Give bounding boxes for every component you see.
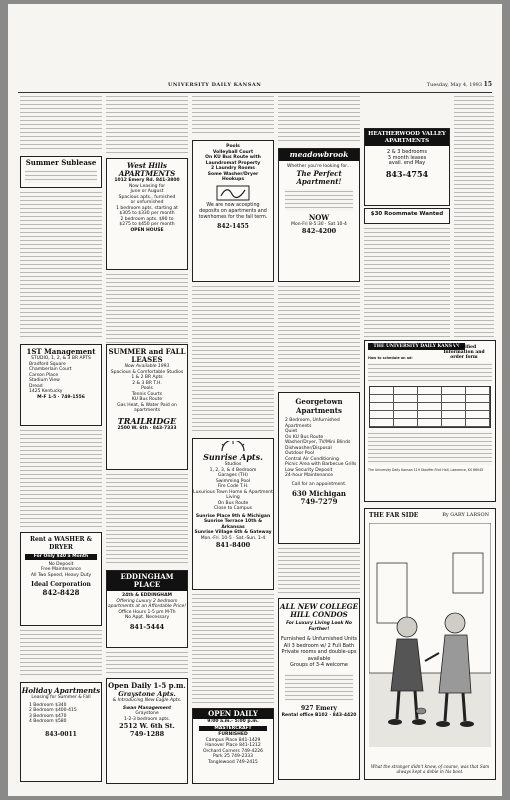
washer-dryer-ad bbox=[20, 532, 102, 626]
list-item: Stadium View bbox=[29, 378, 60, 383]
meadowbrook-now: NOW bbox=[308, 212, 330, 222]
meadowbrook-headline: Whether you're looking for... bbox=[286, 164, 351, 169]
list-item: Outdoor Pool bbox=[285, 451, 315, 456]
column-2 bbox=[106, 94, 188, 782]
sunrise-line: Close to Campus bbox=[214, 506, 252, 511]
list-item: Low Security Deposit bbox=[285, 467, 333, 473]
form-brand: THE UNIVERSITY DAILY KANSAN bbox=[368, 343, 465, 350]
georgetown-cta: Call for an appointment. bbox=[291, 481, 347, 487]
open-daily-sub: FURNISHED bbox=[218, 732, 248, 737]
westhills-line: 2 bedroom apts. $90 to bbox=[120, 216, 174, 222]
meadowbrook-sub: The Perfect Apartment! bbox=[296, 168, 342, 186]
1st-management-ad bbox=[20, 344, 102, 426]
sunrise-hours: Mon.-Fri. 10-5 · Sat.-Sun. 1-4 bbox=[200, 535, 266, 541]
summer-feature: Gas Heat, & Water Paid on apartments bbox=[117, 402, 177, 413]
westhills-name: West Hills APARTMENTS bbox=[118, 161, 176, 178]
washer-line: No Deposit bbox=[48, 561, 74, 567]
sunrise-line: Luxurious Town Home & Apartment Living bbox=[193, 489, 273, 500]
masthead bbox=[18, 80, 492, 93]
list-item: Dishwasher/Disposal bbox=[285, 445, 332, 451]
masthead-date: Tuesday, May 4, 1993 bbox=[426, 82, 482, 88]
pool-tagline: We are now accepting deposits on apartments and townhomes for the fall term. bbox=[198, 202, 268, 220]
form-title: Classified Information and order form bbox=[443, 345, 485, 360]
list-item: Chamberlain Court bbox=[29, 367, 72, 372]
condos-address: 927 Emery bbox=[301, 704, 337, 712]
sunrise-name: Sunrise Apts. bbox=[203, 452, 263, 462]
list-item: Dread bbox=[29, 383, 43, 389]
sunrise-line: Fire Code T.H. bbox=[217, 484, 249, 489]
heatherwood-ad bbox=[364, 128, 450, 206]
graystone-address: 2512 W. 6th St. bbox=[119, 722, 175, 730]
roommate-ad bbox=[364, 208, 450, 224]
condos-headline: ALL NEW COLLEGE HILL CONDOS bbox=[280, 602, 358, 619]
holiday-phone: 843-0011 bbox=[45, 730, 77, 738]
washer-company: Ideal Corporation bbox=[31, 581, 91, 588]
westhills-line: $305 to $330 per month bbox=[119, 211, 175, 216]
westhills-line: or unfurnished bbox=[130, 200, 164, 205]
page-number: 15 bbox=[483, 81, 492, 88]
list-item: 1425 Kentucky bbox=[29, 389, 63, 394]
summer-feature: 1 & 2 BR Apts bbox=[131, 375, 163, 380]
classified-text-block bbox=[106, 650, 188, 674]
holiday-rates bbox=[21, 703, 101, 725]
open-daily-location: Park 25 749-2333 bbox=[213, 754, 253, 759]
westhills-open-house: OPEN HOUSE bbox=[130, 227, 164, 233]
georgetown-features bbox=[279, 418, 359, 479]
list-item: Washer/Dryer, TV/Mini Blinds bbox=[285, 440, 351, 445]
1st-management-list bbox=[21, 362, 101, 395]
summer-feature: Spacious & Comfortable Studios bbox=[110, 369, 184, 375]
pool-apartments-ad bbox=[192, 140, 274, 282]
holiday-name: Holiday Apartments bbox=[21, 686, 101, 695]
washer-line: Free Maintenance bbox=[41, 567, 81, 572]
trailridge-phone: 2500 W. 6th · 843-7333 bbox=[117, 425, 177, 431]
classified-text-block bbox=[106, 472, 188, 566]
condos-line: Groups of 3-4 welcome bbox=[290, 662, 348, 668]
graystone-list-item: 1-2-3 bedroom apts. bbox=[124, 716, 170, 722]
college-hill-condos-ad bbox=[278, 598, 360, 780]
classified-text-block bbox=[106, 272, 188, 350]
sunrise-line: 1, 2, 3, & 4 Bedroom bbox=[209, 467, 257, 473]
eddingham-line: Offering Luxury 2 bedroom apartments at an Affordable Price! bbox=[107, 598, 187, 609]
classified-text-block bbox=[192, 94, 274, 136]
sunrise-location: Sunrise Place 9th & Michigan bbox=[195, 513, 271, 519]
eddingham-line: No Appt. Necessary bbox=[124, 615, 170, 620]
far-side-comic bbox=[364, 508, 496, 780]
westhills-line: 1 bedroom apts. starting at bbox=[116, 205, 178, 211]
heatherwood-line: 3 month leases bbox=[387, 154, 427, 161]
column-3 bbox=[192, 94, 274, 782]
graystone-ad bbox=[106, 678, 188, 784]
comic-byline: By GARY LARSON bbox=[442, 512, 489, 518]
sunrise-location: Sunrise Village 6th & Gateway bbox=[194, 530, 272, 535]
open-daily-location: Orchard Corners 749-4226 bbox=[202, 748, 263, 754]
meadowbrook-ad bbox=[278, 148, 360, 282]
classified-text-block bbox=[278, 94, 360, 144]
sunrise-line: Garages (TH) bbox=[218, 473, 248, 478]
eddingham-ad bbox=[106, 570, 188, 648]
list-item: 2 Bedroom, Unfurnished Apartments bbox=[285, 418, 340, 429]
sunrise-apartments-ad bbox=[192, 438, 274, 590]
holiday-sub: Leasing for Summer & Fall bbox=[31, 695, 91, 700]
sublease-headline: Summer Sublease bbox=[25, 158, 97, 167]
trailridge-name: TRAILRIDGE bbox=[117, 415, 177, 426]
sunrise-line: On Bus Route bbox=[217, 500, 249, 506]
pool-line: Volleyball Court bbox=[212, 149, 254, 155]
open-daily-ad bbox=[192, 708, 274, 784]
1st-management-hours: M-F 1-5 · 749-1556 bbox=[37, 394, 85, 400]
graystone-mgmt: Swan Management bbox=[122, 705, 172, 711]
comic-title: THE FAR SIDE bbox=[369, 512, 419, 519]
westhills-ad bbox=[106, 158, 188, 270]
list-item: 4 Bedroom $580 bbox=[29, 719, 67, 724]
sunrise-line: Studios bbox=[224, 462, 242, 467]
summer-headline: SUMMER and FALL LEASES bbox=[108, 347, 186, 364]
georgetown-address: 630 Michigan bbox=[292, 489, 346, 498]
sunrise-icon bbox=[218, 441, 248, 451]
rate-table bbox=[369, 386, 491, 428]
summer-sub: Now Available 1993 bbox=[124, 364, 170, 369]
georgetown-phone: 749-7279 bbox=[300, 497, 338, 506]
list-item: 1 Bedroom $340 bbox=[29, 702, 67, 708]
list-item: On KU Bus Route bbox=[285, 434, 324, 440]
classified-text-block bbox=[192, 284, 274, 434]
classified-text-block bbox=[192, 592, 274, 704]
park-logo-icon bbox=[216, 185, 250, 201]
heatherwood-line: avail. end May bbox=[388, 160, 426, 166]
classified-text-block bbox=[278, 284, 360, 388]
meadowbrook-name: meadowbrook bbox=[279, 149, 359, 161]
westhills-line: Spacious apts., furnished bbox=[118, 194, 176, 200]
comic-caption: What the stranger didn't know, of course, was that Sam always kept a dobie in his boot. bbox=[370, 764, 490, 774]
eddingham-name: EDDINGHAM PLACE bbox=[107, 571, 187, 591]
classified-text-block bbox=[278, 546, 360, 596]
summer-feature: KU Bus Route bbox=[131, 397, 163, 402]
condos-line: All 3 bedroom w/ 2 Full Bath bbox=[283, 642, 355, 649]
eddingham-address: 24th & EDDINGHAM bbox=[121, 593, 173, 598]
meadowbrook-hours: Mon-Fri 8-5:30 · Sat 10-4 bbox=[291, 221, 347, 227]
classified-text-block bbox=[20, 190, 102, 340]
summer-feature: Tennis Courts bbox=[131, 391, 163, 397]
washer-price: For Only $40 a Month bbox=[25, 554, 97, 560]
graystone-headline: Open Daily 1-5 p.m. bbox=[108, 681, 186, 690]
westhills-line: Now Leasing for bbox=[128, 183, 166, 189]
summer-feature: Pools bbox=[141, 386, 153, 391]
condos-sub: For Luxury Living Look No Further! bbox=[286, 621, 352, 632]
sunrise-location: Sunrise Terrace 10th & Arkansas bbox=[203, 519, 263, 530]
1st-management-name: 1ST Management bbox=[26, 347, 96, 356]
eddingham-line: Office Hours 1-5 pm M-Th bbox=[118, 609, 176, 615]
heatherwood-name: HEATHERWOOD VALLEY APARTMENTS bbox=[365, 129, 449, 146]
condos-line: Furnished & Unfurnished Units bbox=[280, 636, 358, 642]
georgetown-ad bbox=[278, 392, 360, 544]
pool-phone: 842-1455 bbox=[217, 222, 249, 230]
washer-line: All Two Speed, Heavy Duty bbox=[30, 572, 92, 578]
sublease-body bbox=[25, 169, 97, 183]
pool-line: Laundromat Property bbox=[205, 160, 261, 166]
1st-management-sub: STUDIO, 1, 2, & 3 BR APTS bbox=[31, 356, 91, 361]
trailridge-ad bbox=[106, 344, 188, 470]
pool-line: Hookups bbox=[221, 177, 245, 182]
list-item: Carson Place bbox=[29, 372, 59, 378]
holiday-apartments-ad bbox=[20, 682, 102, 782]
form-address: The University Daily Kansan 119 Stauffer-Flint Hall, Lawrence, KS 66045 bbox=[368, 468, 484, 472]
classified-text-block bbox=[364, 226, 450, 338]
westhills-line: June or August bbox=[130, 189, 164, 194]
summer-feature: 2 & 3 BR T.H. bbox=[132, 380, 162, 386]
condos-phone: Rental office B102 · 843-4420 bbox=[281, 712, 357, 718]
meadowbrook-phone: 842-4200 bbox=[301, 227, 337, 235]
masthead-title: UNIVERSITY DAILY KANSAN bbox=[168, 82, 262, 88]
mastercraft-logo: MASTERCRAFT bbox=[199, 726, 267, 732]
sunrise-line: Swimming Pool bbox=[215, 478, 251, 484]
list-item: 24-hour Maintenance bbox=[285, 473, 334, 478]
graystone-name: Graystone Apts. bbox=[118, 690, 176, 698]
open-daily-hours: 9:00 a.m.- 5:00 p.m. bbox=[207, 719, 259, 724]
form-fields[interactable] bbox=[368, 431, 492, 465]
classified-text-block bbox=[20, 628, 102, 678]
pool-line: Some Washer/Dryer bbox=[207, 171, 259, 177]
form-instructions bbox=[368, 362, 492, 384]
classified-text-block bbox=[454, 94, 494, 338]
heatherwood-line: 2 & 3 bedrooms bbox=[387, 149, 427, 155]
meadowbrook-body bbox=[285, 189, 353, 211]
washer-phone: 842-8428 bbox=[42, 588, 80, 597]
open-daily-location: Tanglewood 749-2415 bbox=[208, 759, 258, 765]
list-item: Bradford Square bbox=[29, 361, 66, 367]
classified-text-block bbox=[20, 94, 102, 152]
list-item: Picnic Area with Barbecue Grills bbox=[285, 462, 357, 467]
graystone-list-item: Graystone bbox=[135, 711, 159, 716]
heatherwood-phone: 843-4754 bbox=[385, 168, 429, 179]
newspaper-page bbox=[8, 4, 502, 796]
roommate-headline: $30 Roommate Wanted bbox=[370, 211, 444, 217]
condos-body bbox=[285, 673, 353, 701]
sunrise-phone: 841-8400 bbox=[215, 541, 251, 549]
georgetown-name: Georgetown Apartments bbox=[295, 397, 343, 415]
comic-illustration bbox=[369, 523, 491, 747]
list-item: 2 Bedroom $400-415 bbox=[29, 708, 77, 713]
column-1 bbox=[20, 94, 102, 782]
sublease-ad bbox=[20, 156, 102, 188]
pool-line: On KU Bus Route with bbox=[205, 155, 261, 160]
westhills-line: $275 to $450 per month bbox=[119, 222, 175, 227]
westhills-address: 1012 Emery Rd. 841-3800 bbox=[114, 178, 180, 183]
list-item: 3 Bedroom $470 bbox=[29, 713, 67, 719]
classified-order-form bbox=[364, 340, 496, 502]
condos-line: Private rooms and double-ups available bbox=[281, 649, 357, 662]
open-daily-location: Hanover Place 841-1212 bbox=[205, 743, 261, 748]
classified-text-block bbox=[20, 428, 102, 528]
graystone-sub: & Introducing New Eagle Apts. bbox=[112, 698, 182, 703]
washer-headline: Rent a WASHER & DRYER bbox=[29, 536, 93, 551]
list-item: Quiet bbox=[285, 429, 298, 434]
pool-line: 2 Laundry Rooms bbox=[211, 166, 255, 171]
open-daily-location: Campus Place 841-1429 bbox=[205, 737, 261, 743]
form-how: How to schedule an ad: bbox=[368, 356, 413, 360]
classified-text-block bbox=[106, 94, 188, 154]
graystone-phone: 749-1288 bbox=[129, 730, 165, 738]
open-daily-headline: OPEN DAILY bbox=[193, 709, 273, 719]
eddingham-phone: 841-5444 bbox=[129, 622, 165, 631]
pool-line: Pools bbox=[226, 144, 240, 149]
list-item: Central Air Conditioning bbox=[285, 456, 339, 462]
